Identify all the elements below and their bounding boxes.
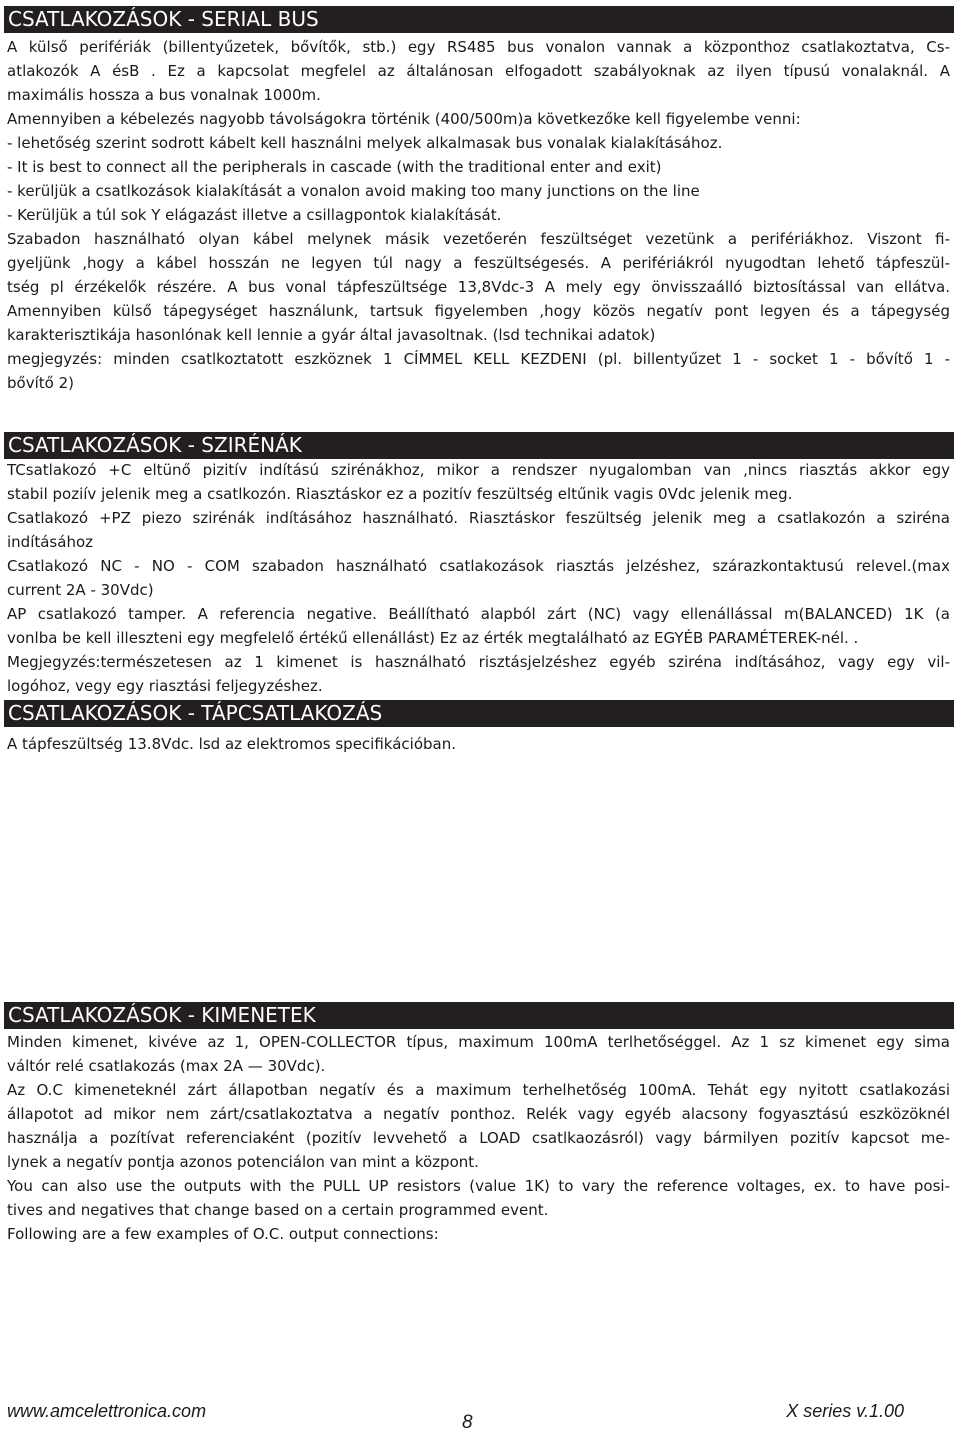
text-line: stabil poziív jelenik meg a csatlkozón. Riasztáskor ez a pozitív feszültség eltűnik vagis 0Vdc jelenik meg. [7, 485, 793, 503]
text-line: tség pl érzékelők részére. A bus vonal tápfeszültsége 13,8Vdc-3 A mely egy önvisszaálló biztosítással van ellátva. [7, 278, 950, 296]
text-line: Az O.C kimeneteknél zárt állapotban negatív és a maximum terhelhetőség 100mA. Tehát egy nyitott csatlakozási [7, 1081, 950, 1099]
text-line: váltór relé csatlakozás (max 2A — 30Vdc). [7, 1057, 326, 1075]
text-line: megjegyzés: minden csatlkoztatott eszköznek 1 CÍMMEL KELL KEZDENI (pl. billentyűzet 1 - socket 1 - bővítő 1 - [7, 350, 950, 368]
text-line: Csatlakozó NC - NO - COM szabadon használható csatlakozások riasztás jelzéshez, szárazkontaktusú relevel.(max [7, 557, 950, 575]
footer-series-version: X series v.1.00 [786, 1401, 904, 1421]
text-line: vonlba be kell illeszteni egy megfelelő értékű ellenállást) Ez az érték megtalálható az EGYÉB PARAMÉTEREK-nél. . [7, 629, 859, 647]
text-line: Amennyiben külső tápegységet használunk, tartsuk figyelemben ,hogy közös negatív pont legyen és a tápegység [7, 302, 950, 320]
text-line: Szabadon használható olyan kábel melynek másik vezetőerén feszültséget vezetünk a perifériákhoz. Viszont fi- [7, 230, 950, 248]
text-line: karakterisztikája hasonlónak kell lennie a gyár által javasoltnak. (lsd technikai adatok) [7, 326, 656, 344]
text-line: - It is best to connect all the peripherals in cascade (with the traditional enter and exit) [7, 158, 662, 176]
text-line: - lehetőség szerint sodrott kábelt kell használni melyek alkalmasak bus vonalak kialakításához. [7, 134, 723, 152]
sirens-body [7, 458, 950, 698]
text-line: bővítő 2) [7, 374, 74, 392]
text-line: - Kerüljük a túl sok Y elágazást illetve a csillagpontok kialakítását. [7, 206, 502, 224]
section-header-serial-bus: CSATLAKOZÁSOK - SERIAL BUS [4, 6, 954, 33]
text-line: Minden kimenet, kivéve az 1, OPEN-COLLECTOR típus, maximum 100mA terlhetőséggel. Az 1 sz kimenet egy sima [7, 1033, 950, 1051]
section-header-sirens: CSATLAKOZÁSOK - SZIRÉNÁK [4, 432, 954, 459]
section-header-outputs: CSATLAKOZÁSOK - KIMENETEK [4, 1002, 954, 1029]
text-line: használja a pozítívat referenciaként (pozitív levvehető a LOAD csatlkaozásról) vagy bármilyen pozitív kapcsot me- [7, 1129, 950, 1147]
text-line: AP csatlakozó tamper. A referencia negative. Beállítható alapból zárt (NC) vagy ellenállással m(BALANCED) 1K (a [7, 605, 950, 623]
text-line: Following are a few examples of O.C. output connections: [7, 1225, 439, 1243]
text-line: atlakozók A ésB . Ez a kapcsolat megfelel az általánosan elfogadott szabályoknak az ilyen típusú vonalaknál. A [7, 62, 950, 80]
text-line: Megjegyzés:természetesen az 1 kimenet is használható risztásjelzéshez egyéb sziréna indításához, vagy egy vil- [7, 653, 950, 671]
page-number: 8 [462, 1412, 473, 1433]
section-header-power: CSATLAKOZÁSOK - TÁPCSATLAKOZÁS [4, 700, 954, 727]
text-line: tives and negatives that change based on a certain programmed event. [7, 1201, 549, 1219]
text-line: indításához [7, 533, 94, 551]
text-line: You can also use the outputs with the PULL UP resistors (value 1K) to vary the reference voltages, ex. to have posi- [7, 1177, 950, 1195]
text-line: current 2A - 30Vdc) [7, 581, 154, 599]
text-line: lynek a negatív pontja azonos potenciálon van mint a központ. [7, 1153, 479, 1171]
text-line: állapotot ad mikor nem zárt/csatlakoztatva a negatív ponthoz. Relék vagy egyéb alacsony fogyasztású eszközöknél [7, 1105, 950, 1123]
footer-website: www.amcelettronica.com [7, 1401, 207, 1421]
text-line: Amennyiben a kébelezés nagyobb távolságokra történik (400/500m)a következőke kell figyelembe venni: [7, 110, 801, 128]
text-line: Csatlakozó +PZ piezo szirénák indításához használható. Riasztáskor feszültség jelenik meg a csatlakozón a sziréna [7, 509, 950, 527]
outputs-body [7, 1030, 950, 1246]
power-body [7, 732, 950, 756]
text-line: A külső perifériák (billentyűzetek, bővítők, stb.) egy RS485 bus vonalon vannak a központhoz csatlakoztatva, Cs- [7, 38, 950, 56]
text-line: - kerüljük a csatlkozások kialakítását a vonalon avoid making too many junctions on the line [7, 182, 700, 200]
text-line: maximális hossza a bus vonalnak 1000m. [7, 86, 321, 104]
serial-bus-body [7, 35, 950, 395]
text-line: gyeljünk ,hogy a kábel hosszán ne legyen túl nagy a feszültségesés. A perifériákról nyugodtan lehető tápfeszül- [7, 254, 950, 272]
text-line: TCsatlakozó +C eltünő pizitív indítású szirénákhoz, mikor a rendszer nyugalomban van ,nincs riasztás akkor egy [7, 461, 950, 479]
text-line: A tápfeszültség 13.8Vdc. lsd az elektromos specifikációban. [7, 735, 456, 753]
text-line: logóhoz, vegy egy riasztási feljegyzéshez. [7, 677, 323, 695]
